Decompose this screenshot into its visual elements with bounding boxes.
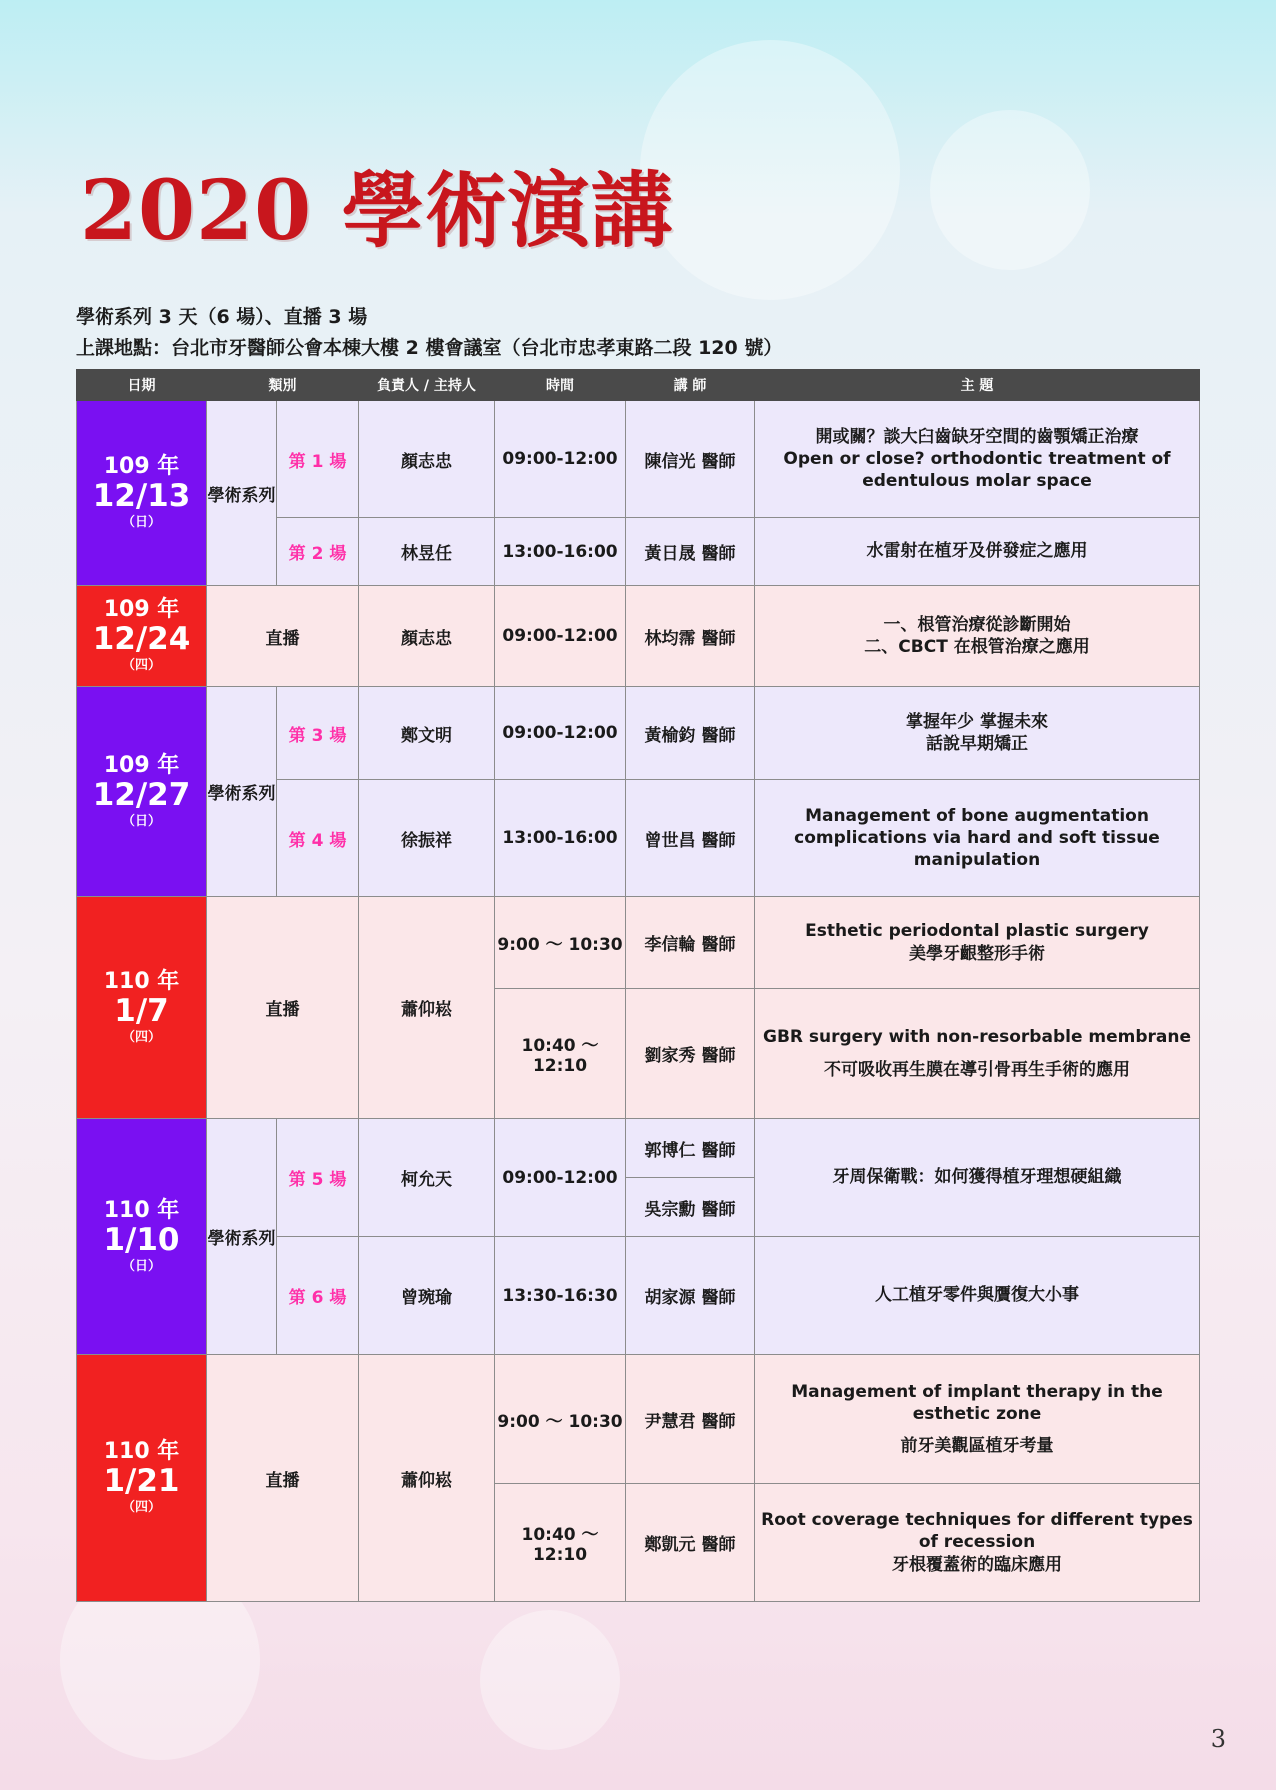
category-cell: 直播 <box>207 586 359 687</box>
category-cell: 學術系列 <box>207 401 277 586</box>
topic-cell: Management of implant therapy in the esthetic zone 前牙美觀區植牙考量 <box>755 1355 1200 1484</box>
topic-cell: 牙周保衛戰：如何獲得植牙理想硬組織 <box>755 1119 1200 1237</box>
speaker-cell: 尹慧君 醫師 <box>626 1355 755 1484</box>
category-cell: 直播 <box>207 1355 359 1602</box>
category-cell: 直播 <box>207 897 359 1119</box>
time-cell: 13:30-16:30 <box>495 1237 626 1355</box>
page-number: 3 <box>1210 1725 1226 1753</box>
time-cell: 10:40 ～ 12:10 <box>495 1484 626 1602</box>
speaker-cell: 吳宗勳 醫師 <box>626 1178 755 1237</box>
speaker-cell: 李信輪 醫師 <box>626 897 755 989</box>
speaker-cell: 曾世昌 醫師 <box>626 780 755 897</box>
date-cell: 110 年 1/21 （四） <box>77 1355 207 1602</box>
table-row <box>77 401 1200 518</box>
time-cell: 9:00 ～ 10:30 <box>495 1355 626 1484</box>
topic-cell: Root coverage techniques for different types of recession 牙根覆蓋術的臨床應用 <box>755 1484 1200 1602</box>
time-cell: 13:00-16:00 <box>495 518 626 586</box>
speaker-cell: 黃日晟 醫師 <box>626 518 755 586</box>
subtitle-location: 上課地點：台北市牙醫師公會本棟大樓 2 樓會議室（台北市忠孝東路二段 120 號） <box>76 337 783 359</box>
speaker-cell: 郭博仁 醫師 <box>626 1119 755 1178</box>
date-cell: 110 年 1/7 （四） <box>77 897 207 1119</box>
host-cell: 曾琬瑜 <box>359 1237 495 1355</box>
header-speaker: 講 師 <box>626 370 755 401</box>
topic-cell: Esthetic periodontal plastic surgery 美學牙齦整形手術 <box>755 897 1200 989</box>
date-cell: 109 年 12/27 （日） <box>77 687 207 897</box>
table-row <box>77 1119 1200 1178</box>
topic-cell: Management of bone augmentation complications via hard and soft tissue manipulation <box>755 780 1200 897</box>
topic-cell: 一、根管治療從診斷開始 二、CBCT 在根管治療之應用 <box>755 586 1200 687</box>
host-cell: 林昱任 <box>359 518 495 586</box>
speaker-cell: 劉家秀 醫師 <box>626 989 755 1119</box>
time-cell: 09:00-12:00 <box>495 687 626 780</box>
session-label: 第 6 場 <box>277 1237 359 1355</box>
header-category: 類別 <box>207 370 359 401</box>
header-time: 時間 <box>495 370 626 401</box>
category-cell: 學術系列 <box>207 687 277 897</box>
speaker-cell: 陳信光 醫師 <box>626 401 755 518</box>
topic-cell: GBR surgery with non-resorbable membrane 不可吸收再生膜在導引骨再生手術的應用 <box>755 989 1200 1119</box>
session-label: 第 4 場 <box>277 780 359 897</box>
speaker-cell: 胡家源 醫師 <box>626 1237 755 1355</box>
header-host: 負責人 / 主持人 <box>359 370 495 401</box>
time-cell: 09:00-12:00 <box>495 401 626 518</box>
topic-cell: 水雷射在植牙及併發症之應用 <box>755 518 1200 586</box>
table-row <box>77 687 1200 780</box>
time-cell: 09:00-12:00 <box>495 586 626 687</box>
background-bokeh <box>640 40 900 300</box>
session-label: 第 2 場 <box>277 518 359 586</box>
table-header-row <box>77 370 1200 401</box>
table-row <box>77 586 1200 687</box>
host-cell: 蕭仰崧 <box>359 897 495 1119</box>
category-cell: 學術系列 <box>207 1119 277 1355</box>
schedule-table <box>76 369 1200 1602</box>
page-title: 2020 學術演講 <box>80 163 674 259</box>
session-label: 第 1 場 <box>277 401 359 518</box>
session-label: 第 5 場 <box>277 1119 359 1237</box>
host-cell: 鄭文明 <box>359 687 495 780</box>
time-cell: 10:40 ～ 12:10 <box>495 989 626 1119</box>
host-cell: 顏志忠 <box>359 586 495 687</box>
date-cell: 109 年 12/24 （四） <box>77 586 207 687</box>
speaker-cell: 鄭凱元 醫師 <box>626 1484 755 1602</box>
host-cell: 蕭仰崧 <box>359 1355 495 1602</box>
speaker-cell: 林均霈 醫師 <box>626 586 755 687</box>
time-cell: 09:00-12:00 <box>495 1119 626 1237</box>
topic-cell: 開或關？談大臼齒缺牙空間的齒顎矯正治療 Open or close? orthodontic treatment of edentulous molar space <box>755 401 1200 518</box>
session-label: 第 3 場 <box>277 687 359 780</box>
host-cell: 顏志忠 <box>359 401 495 518</box>
time-cell: 13:00-16:00 <box>495 780 626 897</box>
subtitle-summary: 學術系列 3 天（6 場）、直播 3 場 <box>76 306 368 328</box>
topic-cell: 掌握年少 掌握未來 話說早期矯正 <box>755 687 1200 780</box>
host-cell: 柯允天 <box>359 1119 495 1237</box>
time-cell: 9:00 ～ 10:30 <box>495 897 626 989</box>
table-row <box>77 1355 1200 1484</box>
date-cell: 110 年 1/10 （日） <box>77 1119 207 1355</box>
header-topic: 主 題 <box>755 370 1200 401</box>
table-row <box>77 897 1200 989</box>
topic-cell: 人工植牙零件與贋復大小事 <box>755 1237 1200 1355</box>
host-cell: 徐振祥 <box>359 780 495 897</box>
header-date: 日期 <box>77 370 207 401</box>
background-bokeh <box>480 1610 620 1750</box>
date-cell: 109 年 12/13 （日） <box>77 401 207 586</box>
background-bokeh <box>930 110 1090 270</box>
speaker-cell: 黃榆鈞 醫師 <box>626 687 755 780</box>
